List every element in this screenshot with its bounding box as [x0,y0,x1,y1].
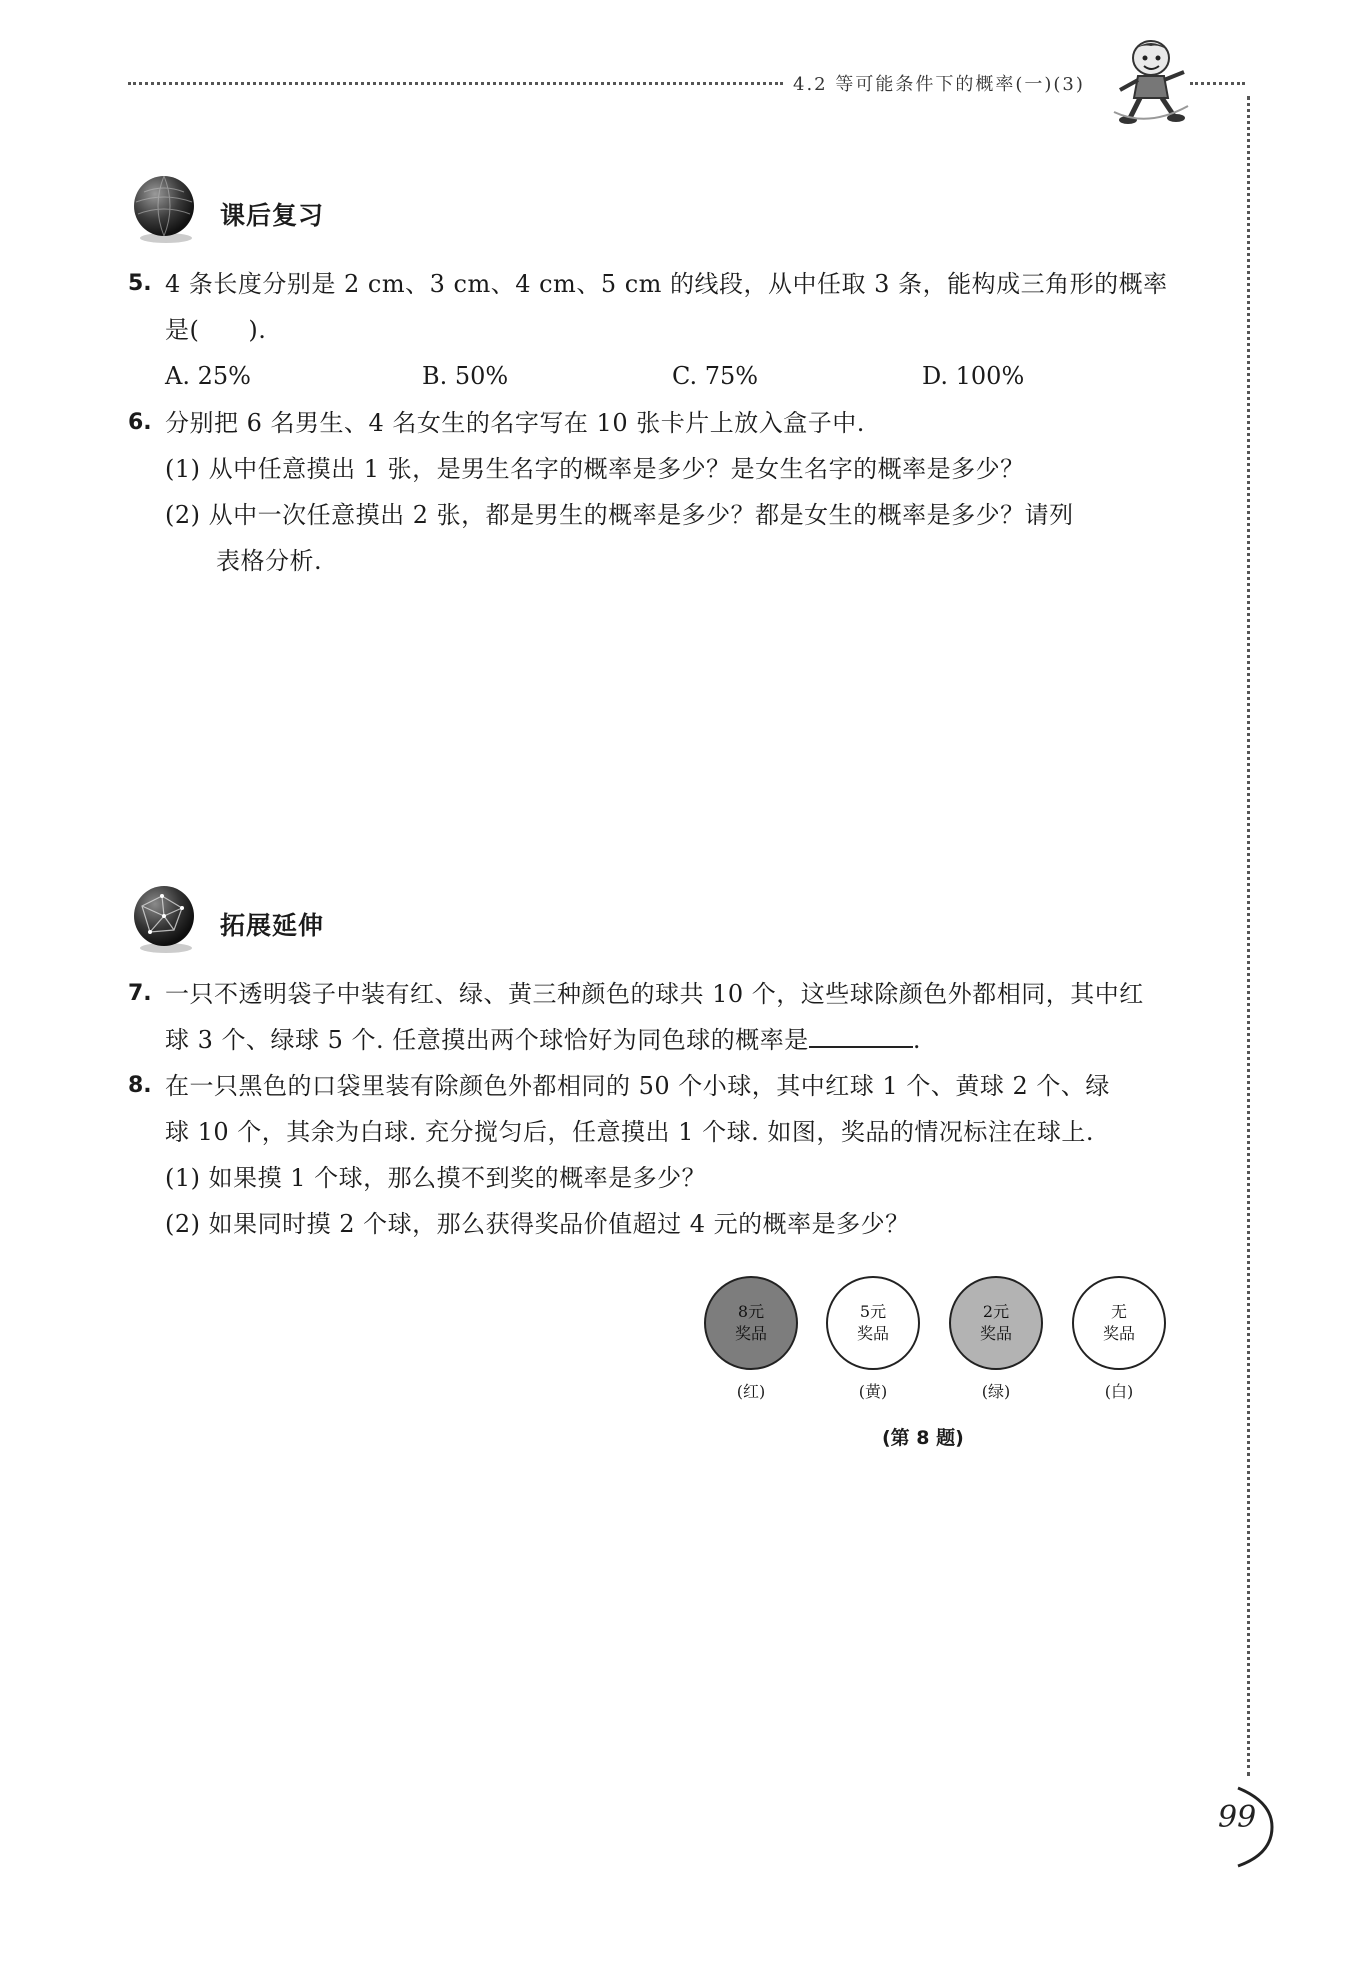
section-title: 课后复习 [220,201,325,230]
section-heading-review [128,172,428,242]
prize-ball-color-caption: (黄) [858,1382,888,1401]
question-8-part-2: (2) 如果同时摸 2 个球，那么获得奖品价值超过 4 元的概率是多少？ [165,1210,910,1238]
cartoon-mascot-icon [1108,36,1194,126]
question-7-text: 一只不透明袋子中装有红、绿、黄三种颜色的球共 10 个，这些球除颜色外都相同，其中红 [165,980,1144,1008]
prize-ball [826,1276,920,1370]
network-globe-icon [128,882,200,954]
globe-icon [128,172,200,244]
question-number: 8. [128,1073,152,1098]
prize-ball [949,1276,1043,1370]
side-dotted-rule [1247,96,1250,1776]
question-7-text-fragment: 球 3 个、绿球 5 个. 任意摸出两个球恰好为同色球的概率是 [165,1026,809,1054]
question-7-text-cont [165,1023,921,1057]
prize-ball-label: 5元 奖品 [856,1302,889,1343]
section-title: 拓展延伸 [220,911,325,940]
prize-ball [704,1276,798,1370]
prize-ball [1072,1276,1166,1370]
question-7-period: . [912,1026,921,1054]
prize-ball-color-caption: (绿) [981,1382,1011,1401]
question-number: 6. [128,410,152,435]
question-5-text-cont: 是( ). [165,316,267,344]
question-6-part-2: (2) 从中一次任意摸出 2 张，都是男生的概率是多少？都是女生的概率是多少？请列 [165,501,1074,529]
page-number-arc-icon [1232,1782,1276,1872]
header-section-title: 4.2 等可能条件下的概率(一)(3) [793,74,1085,95]
header-dotted-rule [128,82,783,85]
figure-caption: (第 8 题) [882,1427,964,1449]
question-8-text: 在一只黑色的口袋里装有除颜色外都相同的 50 个小球，其中红球 1 个、黄球 2 个、绿 [165,1072,1110,1100]
prize-ball-label: 2元 奖品 [979,1302,1012,1343]
prize-ball-color-caption: (红) [736,1382,766,1401]
choice-option-b: B. 50% [422,362,509,390]
choice-option-c: C. 75% [672,362,759,390]
question-number: 5. [128,271,152,296]
header-dotted-rule-right [1190,82,1245,85]
answer-blank[interactable] [809,1024,913,1048]
question-6-part-1: (1) 从中任意摸出 1 张，是男生名字的概率是多少？是女生名字的概率是多少？ [165,455,1025,483]
question-8-part-1: (1) 如果摸 1 个球，那么摸不到奖的概率是多少？ [165,1164,707,1192]
question-5-text: 4 条长度分别是 2 cm、3 cm、4 cm、5 cm 的线段，从中任取 3 条，能构成三角形的概率 [165,270,1168,298]
choice-option-d: D. 100% [922,362,1025,390]
question-6-part-2-cont: 表格分析. [216,547,323,575]
prize-ball-label: 无 奖品 [1102,1302,1135,1343]
prize-ball-color-caption: (白) [1104,1382,1134,1401]
question-8-text-cont: 球 10 个，其余为白球. 充分搅匀后，任意摸出 1 个球. 如图，奖品的情况标注在球上. [165,1118,1094,1146]
question-number: 7. [128,981,152,1006]
choice-option-a: A. 25% [165,362,251,390]
section-heading-extension [128,882,428,952]
prize-ball-label: 8元 奖品 [734,1302,767,1343]
question-6-text: 分别把 6 名男生、4 名女生的名字写在 10 张卡片上放入盒子中. [165,409,865,437]
page-number: 99 [1218,1800,1257,1835]
